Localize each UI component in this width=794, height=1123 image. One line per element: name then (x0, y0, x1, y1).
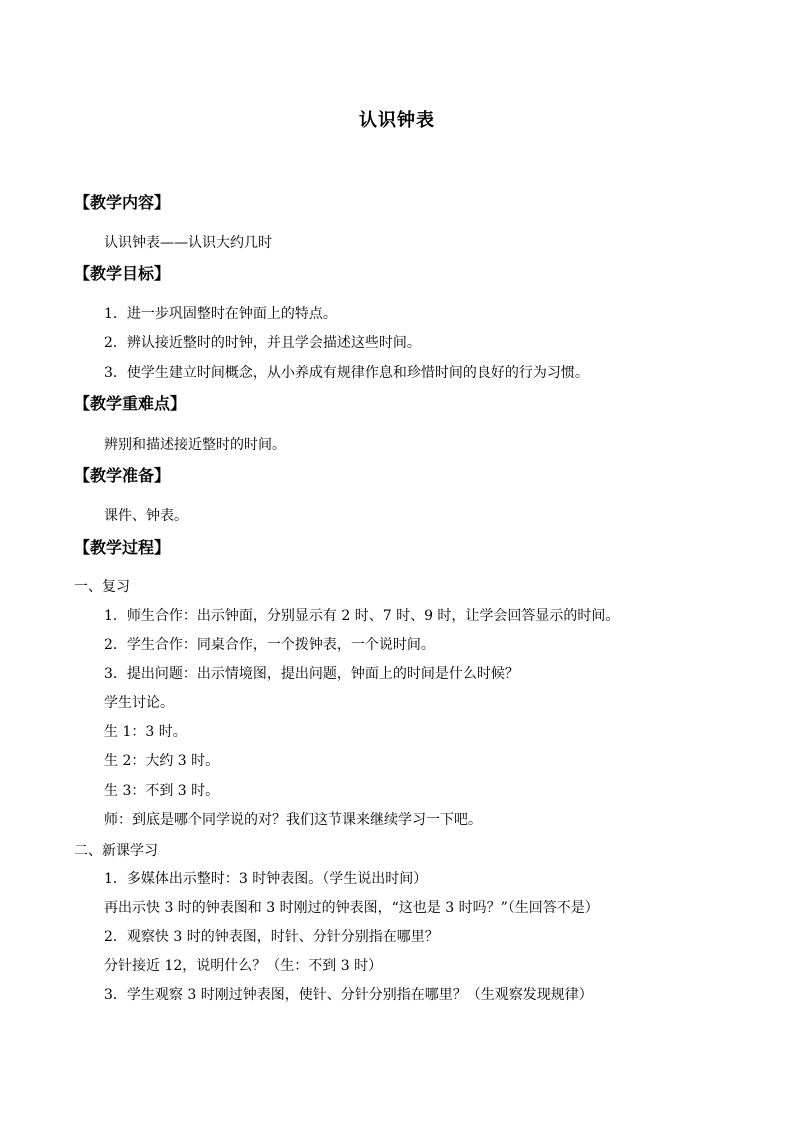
process-line: 1．多媒体出示整时：3 时钟表图。（学生说出时间） (104, 871, 428, 887)
heading-teaching-goals: 【教学目标】 (74, 264, 171, 283)
heading-teaching-content: 【教学内容】 (74, 193, 171, 212)
process-line: 再出示快 3 时的钟表图和 3 时刚过的钟表图，“这也是 3 时吗？”（生回答不是） (104, 900, 599, 916)
process-line: 生 1：3 时。 (104, 724, 187, 740)
process-line: 3．提出问题：出示情境图，提出问题，钟面上的时间是什么时候？ (104, 666, 519, 682)
goal-item: 2．辨认接近整时的时钟，并且学会描述这些时间。 (104, 335, 421, 351)
process-line: 2．观察快 3 时的钟表图，时针、分针分别指在哪里？ (104, 929, 439, 945)
process-line: 生 2：大约 3 时。 (104, 753, 220, 769)
heading-teaching-process: 【教学过程】 (74, 538, 171, 557)
key-points-text: 辨别和描述接近整时的时间。 (104, 437, 286, 453)
goal-item: 3．使学生建立时间概念，从小养成有规律作息和珍惜时间的良好的行为习惯。 (104, 365, 589, 381)
process-section-new-lesson: 二、新课学习 (74, 843, 158, 859)
process-line: 学生讨论。 (104, 695, 174, 711)
process-line: 3．学生观察 3 时刚过钟表图，使针、分针分别指在哪里？（生观察发现规律） (104, 987, 593, 1003)
heading-key-points: 【教学重难点】 (74, 394, 187, 413)
process-section-review: 一、复习 (74, 579, 130, 595)
process-line: 2．学生合作：同桌合作，一个拨钟表，一个说时间。 (104, 637, 435, 653)
document-title: 认识钟表 (359, 110, 435, 131)
teaching-content-text: 认识钟表——认识大约几时 (104, 235, 272, 251)
process-line: 师：到底是哪个同学说的对？我们这节课来继续学习一下吧。 (104, 812, 482, 828)
process-line: 生 3：不到 3 时。 (104, 783, 220, 799)
goal-item: 1．进一步巩固整时在钟面上的特点。 (104, 306, 337, 322)
process-line: 1．师生合作：出示钟面，分别显示有 2 时、7 时、9 时，让学会回答显示的时间。 (104, 608, 620, 624)
preparation-text: 课件、钟表。 (104, 508, 188, 524)
process-line: 分针接近 12，说明什么？（生：不到 3 时） (104, 958, 383, 974)
heading-preparation: 【教学准备】 (74, 466, 171, 485)
